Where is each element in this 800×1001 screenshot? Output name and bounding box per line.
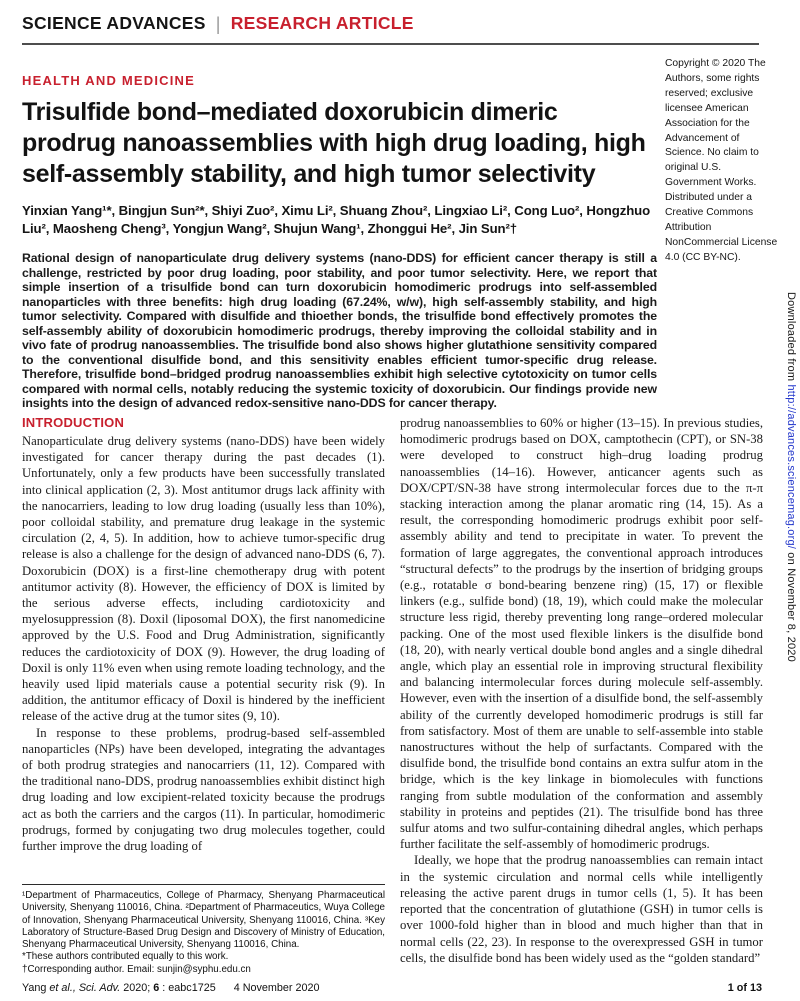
right-column	[400, 415, 763, 966]
journal-name: SCIENCE ADVANCES	[22, 13, 206, 33]
download-stamp-url[interactable]: http://advances.sciencemag.org/	[785, 384, 797, 550]
abstract-text: Rational design of nanoparticulate drug delivery systems (nano-DDS) for efficient cancer therapy is still a challenge, restricted by poor drug loading, poor stability, and poor tumor selectivity. Here, we report that simple insertion of a trisulfide bond can turn doxorubicin homodimeric prodrugs into self-assembled nanoparticles with three benefits: high drug loading (67.24%, w/w), high self-assembly stability, and high tumor selectivity. Compared with disulfide and thioether bonds, the trisulfide bond effectively promotes the self-assembly ability of doxorubicin homodimeric prodrugs, thereby improving the colloidal stability and in vivo fate of prodrug nanoassemblies. The trisulfide bond also shows higher glutathione sensitivity compared to the conventional disulfide bond, and this sensitivity enables efficient tumor-specific drug release. Therefore, trisulfide bond–bridged prodrug nanoassemblies exhibit high selective cytotoxicity on tumor cells compared with normal cells, notably reducing the systemic toxicity of doxorubicin. Our findings provide new insights into the design of advanced redox-sensitive nano-DDS for cancer therapy.	[22, 251, 657, 410]
intro-paragraph-3: prodrug nanoassemblies to 60% or higher (13–15). In previous studies, homodimeric prodrugs based on DOX, camptothecin (CPT), or SN-38 were developed to construct high–drug loading prodrug nanoassemblies (14–16). However, anticancer agents such as DOX/CPT/SN-38 have strong intermolecular forces due to the π-π stacking interaction among the planar aromatic ring (14, 15). As a result, the corresponding homodimeric prodrugs exhibit poor self-assembly ability and tend to precipitate in water. To prevent the formation of large aggregates, the conventional approach introduces “structural defects” to the prodrugs by the insertion of bridging groups (e.g., rotatable σ bond-bearing benzene ring) (15, 17) or flexible linkers (e.g., sulfide bond) (18, 19), which could make the molecular structure less rigid, thereby preventing long range–ordered molecular packing. One of the most used flexible linkers is the disulfide bond (18, 20), with nearly vertical double bond angles and a single dihedral angle, which play an essential role in improving structural flexibility and balancing intermolecular forces during molecule self-assembly. However, even with the insertion of a disulfide bond, the self-assembly ability of the currently developed homodimeric prodrugs is still far from satisfactory. Most of them are unable to self-assemble into stable nanostructures without the help of surfactants. Compared with the disulfide bond, the trisulfide bond contains an extra sulfur atom in the bridge, which is the key linkage in biomolecules with functions ranging from subtle modulation of the conformation and assembly stability in proteins and peptides (21). The trisulfide bond has three sulfur atoms and two sulfur-containing dihedral angles, which perhaps further facilitate the self-assembly of homodimeric prodrugs.	[400, 416, 763, 852]
citation-author: Yang	[22, 982, 50, 994]
citation-volume: 6	[153, 982, 160, 994]
intro-paragraph-4: Ideally, we hope that the prodrug nanoassemblies can remain intact in the systemic circulation and normal cells while intelligently releasing the active parent drugs in tumor cells (1, 5). It has been reported that the concentration of glutathione (GSH) in tumor cells is over 1000-fold higher than in blood and much higher than that in normal cells (22, 23). In response to the overexpressed GSH in tumor cells, the disulfide bond has been widely used as the “golden standard”	[400, 853, 763, 965]
download-stamp-suffix: on November 8, 2020	[785, 549, 797, 662]
footnote-block	[22, 884, 385, 976]
article-title: Trisulfide bond–mediated doxorubicin dimeric prodrug nanoassemblies with high drug loading, high self-assembly stability, and high tumor selectivity	[22, 98, 646, 188]
title-block-grid	[22, 56, 780, 411]
page-number: 1 of 13	[727, 982, 762, 994]
title-block	[22, 56, 657, 411]
publication-date: 4 November 2020	[233, 982, 320, 994]
masthead-divider: |	[215, 14, 221, 34]
page-footer	[22, 982, 762, 994]
introduction-heading: INTRODUCTION	[22, 415, 125, 430]
intro-paragraph-2: In response to these problems, prodrug-based self-assembled nanoparticles (NPs) have been developed, integrating the advantages of both prodrug strategies and nanocarriers (11, 12). Compared with the traditional nano-DDS, prodrug nanoassemblies exhibit distinct high drug loading and low excipient-related toxicity because the prodrugs act as both the carriers and the cargos (11). In particular, homodimeric prodrugs, formed by conjugating two drug molecules together, could further improve the drug loading of	[22, 725, 385, 854]
download-stamp	[785, 292, 797, 662]
section-label: HEALTH AND MEDICINE	[22, 73, 196, 88]
intro-paragraph-1: Nanoparticulate drug delivery systems (nano-DDS) have been widely investigated for cancer therapy during the past decades (1). Unfortunately, only a few products have been successfully translated into clinical application (2, 3). Most antitumor drugs lack affinity with the nanocarriers, leading to low drug loading (usually less than 10%), poor colloidal stability, and premature drug leakage in the systemic circulation (2, 4, 5). In addition, how to achieve tumor-specific drug release is also a challenge for the design of advanced nano-DDS (6, 7). Doxorubicin (DOX) is a first-line chemotherapy drug with potent antitumor activity (8). However, the efficiency of DOX is limited by the serious adverse effects, including cardiotoxicity and myelosuppression (8). Doxil (liposomal DOX), the first nanomedicine approved by the U.S. Food and Drug Administration, significantly reduces the cardiotoxicity of DOX (9). However, the drug loading of Doxil is only 11% even when using remote loading technology, and the heavily used lipid materials cause a potential security risk (9). In addition, the antitumor efficacy of Doxil is hindered by the inefficient release of the active drug at the tumor sites (9, 10).	[22, 434, 385, 724]
citation-journal: et al., Sci. Adv.	[49, 982, 121, 994]
citation-id: : eabc1725	[159, 982, 216, 994]
copyright-notice: Copyright © 2020 The Authors, some rights reserved; exclusive licensee American Association for the Advancement of Science. No claim to original U.S. Government Works. Distributed under a Creative Commons Attribution NonCommercial License 4.0 (CC BY-NC).	[665, 58, 778, 263]
author-list: Yinxian Yang¹*, Bingjun Sun²*, Shiyi Zuo², Ximu Li², Shuang Zhou², Lingxiao Li², Cong Luo², Hongzhuo Liu², Maosheng Cheng³, Yongjun Wang², Shujun Wang¹, Zhonggui He², Jin Sun²†	[22, 203, 651, 236]
citation-year: 2020;	[120, 982, 154, 994]
citation-line	[22, 982, 320, 994]
affiliations: ¹Department of Pharmaceutics, College of Pharmacy, Shenyang Pharmaceutical University, Shenyang 110016, China. ²Department of Pharmaceutics, Wuya College of Innovation, Shenyang Pharmaceutical University, Shenyang 110016, China. ³Key Laboratory of Structure-Based Drug Design and Discovery of Ministry of Education, Shenyang Pharmaceutical University, Shenyang 110016, China.	[22, 890, 385, 951]
masthead-rule	[22, 43, 759, 45]
download-stamp-prefix: Downloaded from	[785, 292, 797, 385]
article-type-label: RESEARCH ARTICLE	[230, 13, 414, 33]
corresponding-author-note: †Corresponding author. Email: sunjin@syphu.edu.cn	[22, 963, 251, 975]
masthead	[22, 13, 760, 34]
equal-contribution-note: *These authors contributed equally to this work.	[22, 951, 229, 963]
